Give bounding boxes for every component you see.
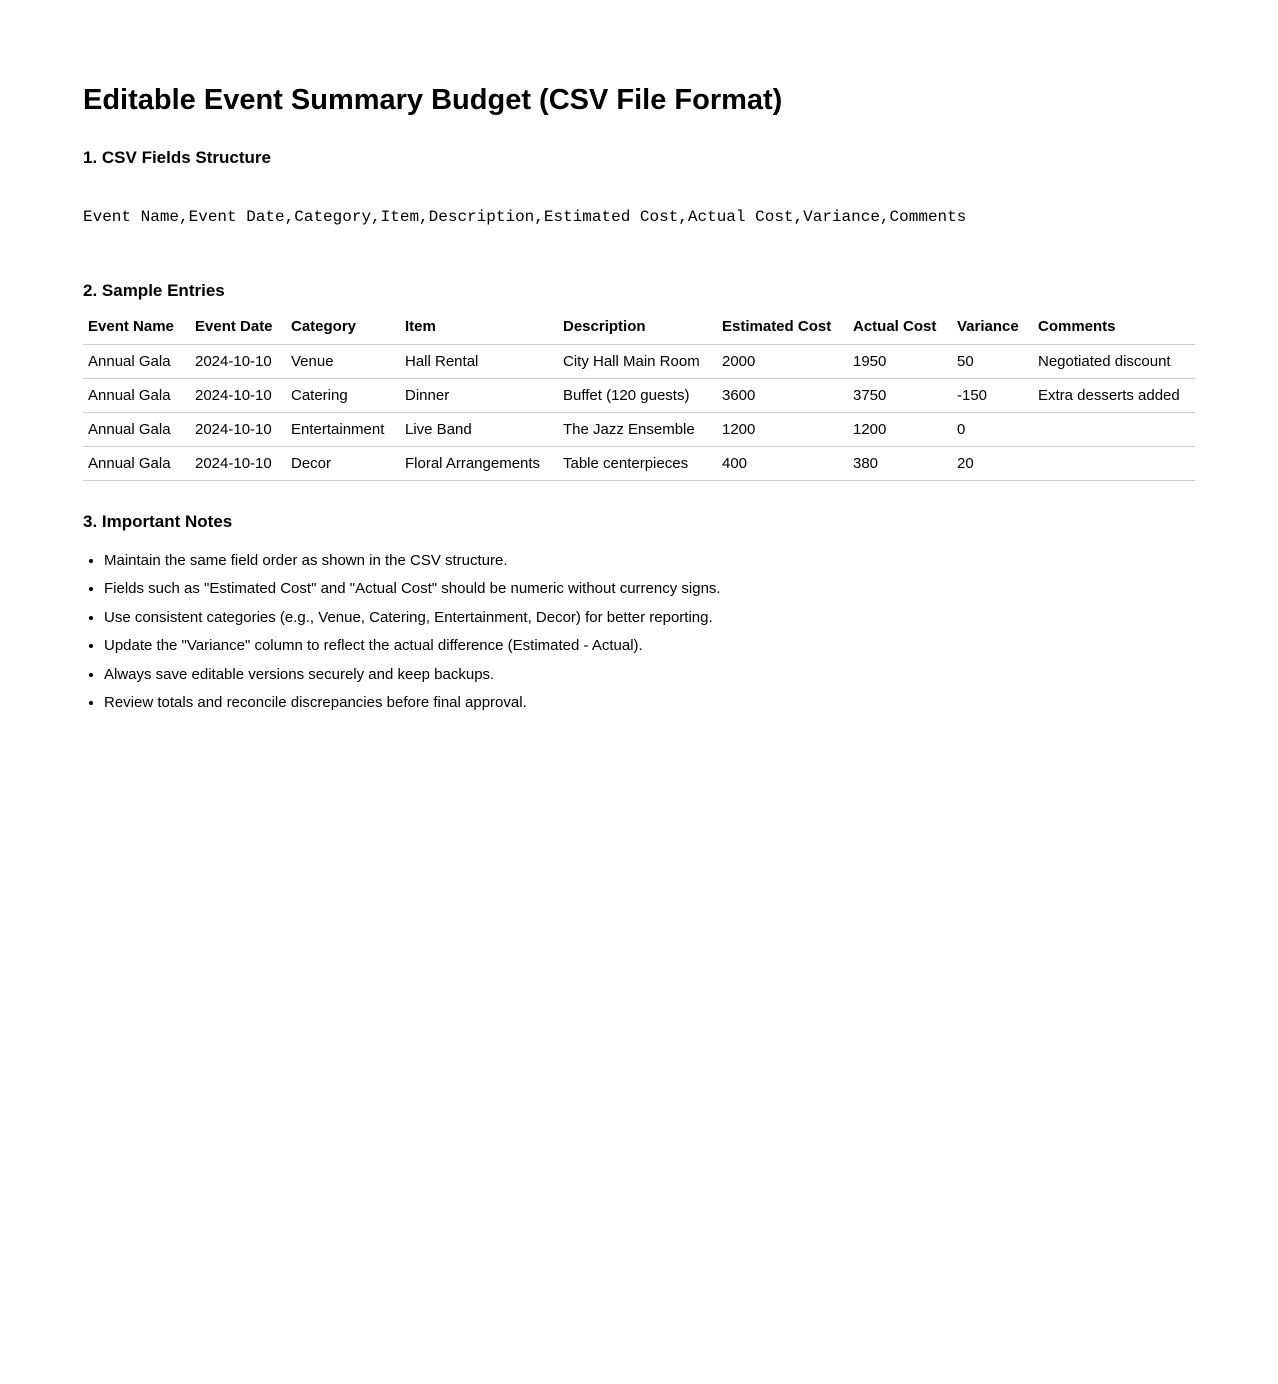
page-title: Editable Event Summary Budget (CSV File Format) [83, 84, 783, 116]
cell-comments: Negotiated discount [1033, 345, 1195, 379]
cell-variance: 50 [952, 345, 1033, 379]
column-header-description: Description [558, 311, 717, 345]
cell-item: Dinner [400, 379, 558, 413]
table-row [83, 345, 1195, 379]
note-item: • Maintain the same field order as shown in the CSV structure. [104, 552, 1195, 570]
cell-category: Entertainment [286, 413, 400, 447]
cell-actual-cost: 380 [848, 447, 952, 481]
column-header-event-date: Event Date [190, 311, 286, 345]
cell-description: The Jazz Ensemble [558, 413, 717, 447]
cell-comments: Extra desserts added [1033, 379, 1195, 413]
cell-event-name: Annual Gala [83, 379, 190, 413]
column-header-variance: Variance [952, 311, 1033, 345]
cell-description: Buffet (120 guests) [558, 379, 717, 413]
cell-category: Venue [286, 345, 400, 379]
note-item: • Use consistent categories (e.g., Venue, Catering, Entertainment, Decor) for better reporting. [104, 609, 1195, 627]
cell-item: Floral Arrangements [400, 447, 558, 481]
note-item: • Fields such as "Estimated Cost" and "Actual Cost" should be numeric without currency signs. [104, 580, 1195, 598]
note-item: • Always save editable versions securely and keep backups. [104, 666, 1195, 684]
cell-estimated-cost: 2000 [717, 345, 848, 379]
cell-variance: -150 [952, 379, 1033, 413]
cell-event-name: Annual Gala [83, 413, 190, 447]
cell-event-date: 2024-10-10 [190, 413, 286, 447]
sample-entries-table [83, 311, 1195, 481]
cell-item: Live Band [400, 413, 558, 447]
cell-event-name: Annual Gala [83, 345, 190, 379]
cell-variance: 0 [952, 413, 1033, 447]
column-header-actual-cost: Actual Cost [848, 311, 952, 345]
column-header-category: Category [286, 311, 400, 345]
cell-event-date: 2024-10-10 [190, 345, 286, 379]
document-page [0, 84, 1278, 712]
column-header-event-name: Event Name [83, 311, 190, 345]
cell-category: Decor [286, 447, 400, 481]
cell-event-date: 2024-10-10 [190, 447, 286, 481]
column-header-comments: Comments [1033, 311, 1195, 345]
section-heading-sample-entries: 2. Sample Entries [83, 280, 225, 300]
section-heading-csv-fields-structure: 1. CSV Fields Structure [83, 148, 271, 168]
cell-estimated-cost: 1200 [717, 413, 848, 447]
csv-header-line: Event Name,Event Date,Category,Item,Description,Estimated Cost,Actual Cost,Variance,Comments [83, 207, 967, 226]
cell-category: Catering [286, 379, 400, 413]
section-heading-important-notes: 3. Important Notes [83, 512, 233, 532]
note-item: • Review totals and reconcile discrepancies before final approval. [104, 694, 1195, 712]
cell-variance: 20 [952, 447, 1033, 481]
cell-description: City Hall Main Room [558, 345, 717, 379]
table-header-row [83, 311, 1195, 345]
note-item: • Update the "Variance" column to reflect the actual difference (Estimated - Actual). [104, 637, 1195, 655]
column-header-estimated-cost: Estimated Cost [717, 311, 848, 345]
cell-actual-cost: 3750 [848, 379, 952, 413]
cell-estimated-cost: 3600 [717, 379, 848, 413]
cell-item: Hall Rental [400, 345, 558, 379]
table-row [83, 413, 1195, 447]
cell-event-date: 2024-10-10 [190, 379, 286, 413]
important-notes-list [83, 552, 1195, 713]
cell-comments [1033, 447, 1195, 481]
cell-description: Table centerpieces [558, 447, 717, 481]
column-header-item: Item [400, 311, 558, 345]
cell-actual-cost: 1200 [848, 413, 952, 447]
table-row [83, 447, 1195, 481]
cell-estimated-cost: 400 [717, 447, 848, 481]
table-row [83, 379, 1195, 413]
cell-actual-cost: 1950 [848, 345, 952, 379]
cell-event-name: Annual Gala [83, 447, 190, 481]
cell-comments [1033, 413, 1195, 447]
